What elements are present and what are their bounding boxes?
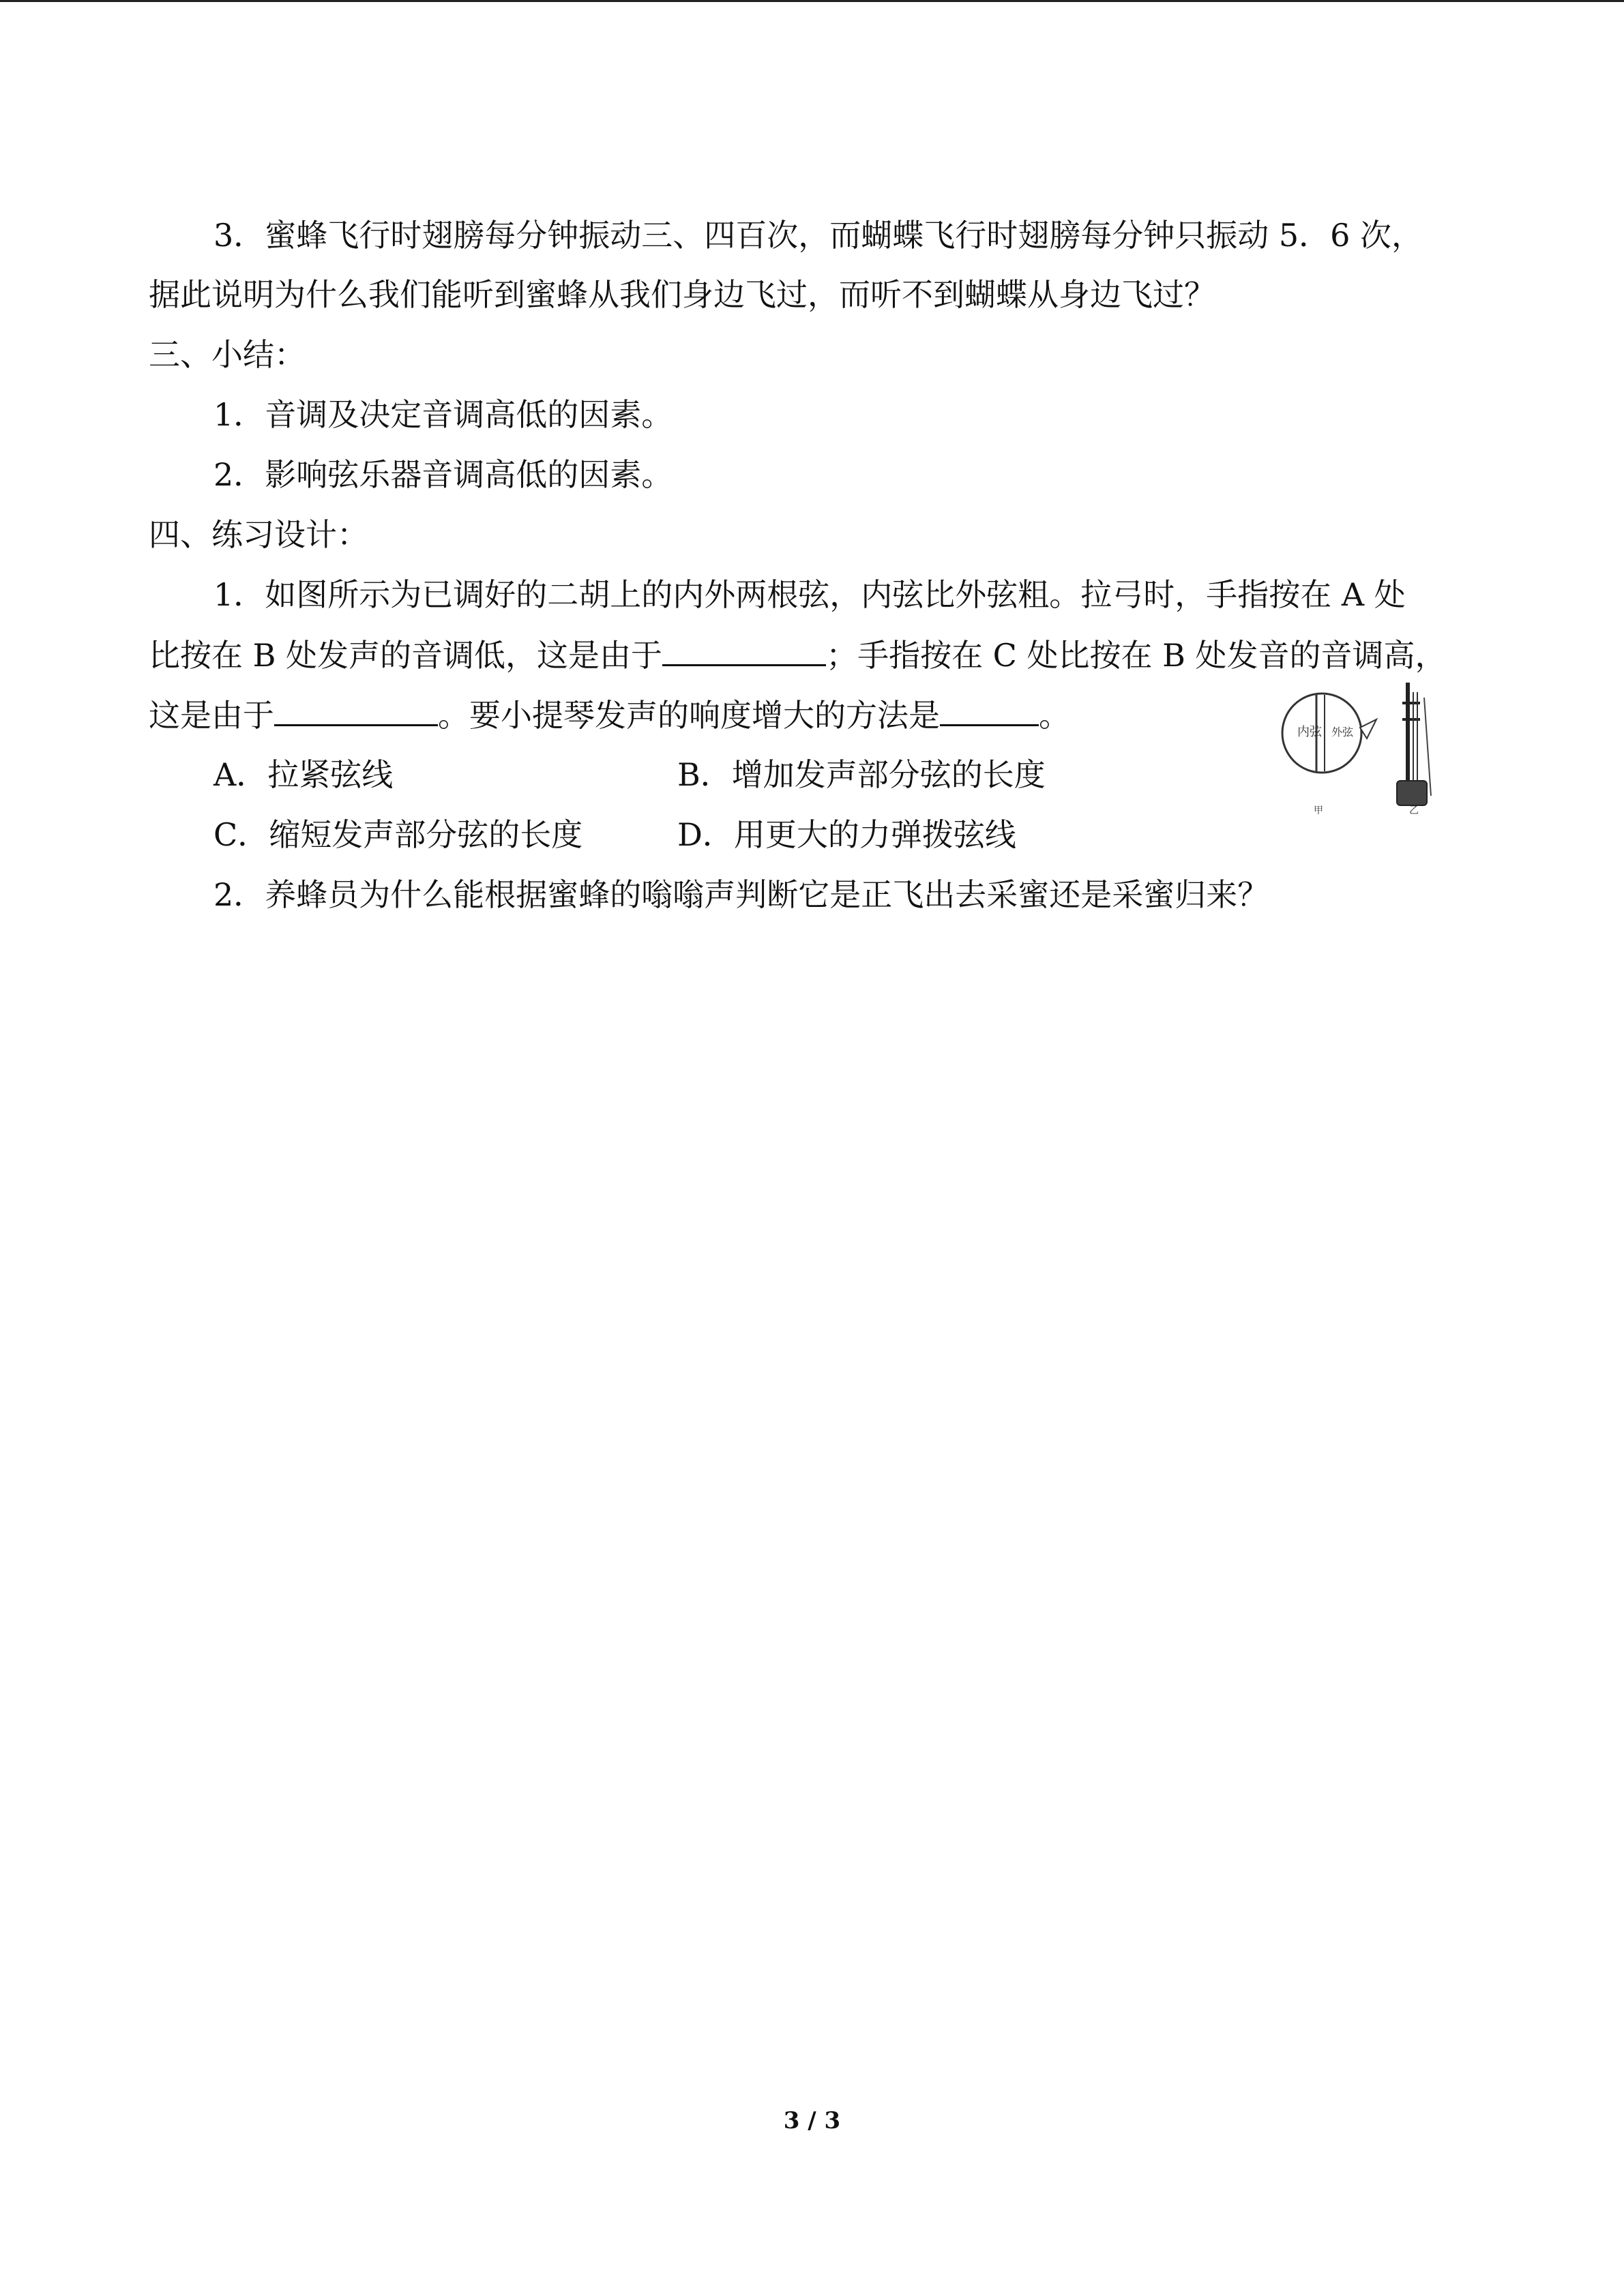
q1-text-b: ；手指按在 C 处比按在 B 处发音的音调高， bbox=[826, 637, 1447, 674]
option-b: B．增加发声部分弦的长度 bbox=[677, 756, 1046, 793]
outer-string-label: 外弦 bbox=[1331, 726, 1354, 739]
answer-blank-1[interactable] bbox=[662, 634, 826, 666]
option-a: A．拉紧弦线 bbox=[213, 756, 394, 793]
top-border bbox=[0, 0, 1624, 2]
summary-heading: 三、小结： bbox=[149, 336, 306, 373]
figure-label-yi: 乙 bbox=[1409, 805, 1419, 816]
q1-text-e: 。 bbox=[1039, 697, 1070, 734]
exercise-q1-line1: 1．如图所示为已调好的二胡上的内外两根弦，内弦比外弦粗。拉弓时，手指按在 A 处 bbox=[213, 576, 1406, 613]
exercise-q1-line2 bbox=[149, 634, 1447, 676]
option-c: C．缩短发声部分弦的长度 bbox=[213, 816, 583, 853]
q3-line1: 3．蜜蜂飞行时翅膀每分钟振动三、四百次，而蝴蝶飞行时翅膀每分钟只振动 5．6 次， bbox=[213, 217, 1423, 254]
page-number: 3 / 3 bbox=[783, 2107, 841, 2134]
q1-text-d: 。要小提琴发声的响度增大的方法是 bbox=[438, 697, 940, 734]
inner-string-label: 内弦 bbox=[1297, 725, 1322, 739]
answer-blank-2[interactable] bbox=[274, 694, 438, 726]
summary-item-2: 2．影响弦乐器音调高低的因素。 bbox=[213, 456, 673, 493]
exercise-heading: 四、练习设计： bbox=[149, 516, 368, 553]
answer-blank-3[interactable] bbox=[940, 694, 1039, 726]
option-d: D．用更大的力弹拨弦线 bbox=[677, 816, 1016, 853]
summary-item-1: 1．音调及决定音调高低的因素。 bbox=[213, 396, 673, 433]
exercise-q2: 2．养蜂员为什么能根据蜜蜂的嗡嗡声判断它是正飞出去采蜜还是采蜜归来？ bbox=[213, 876, 1269, 913]
q3-line2: 据此说明为什么我们能听到蜜蜂从我们身边飞过，而听不到蝴蝶从身边飞过？ bbox=[149, 276, 1215, 313]
figure-label-jia: 甲 bbox=[1314, 805, 1323, 816]
q1-text-c: 这是由于 bbox=[149, 697, 274, 734]
erhu-figure bbox=[1274, 679, 1472, 818]
q1-text-a: 比按在 B 处发声的音调低，这是由于 bbox=[149, 637, 663, 674]
exercise-q1-line3 bbox=[149, 694, 1070, 736]
